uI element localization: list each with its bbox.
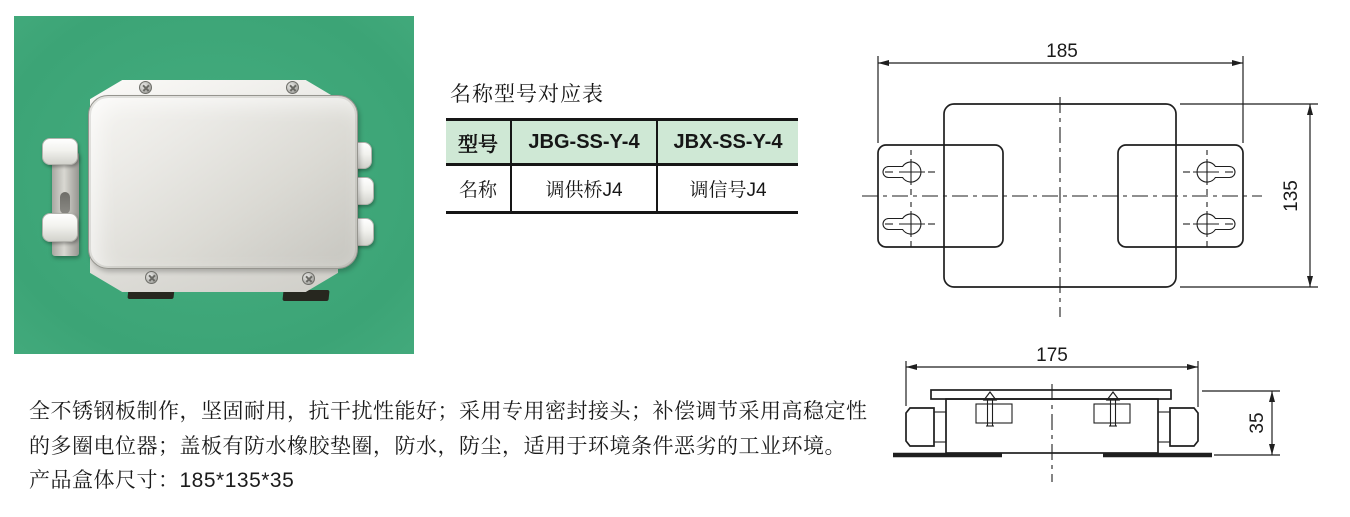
- product-description: [29, 395, 879, 499]
- corner-screw-icon: [139, 81, 152, 94]
- dimension-height-35: [1202, 391, 1280, 455]
- col-header-jbx: JBX-SS-Y-4: [658, 121, 798, 166]
- cable-gland-left-outline: [906, 408, 946, 446]
- cover-plate: [88, 95, 358, 269]
- dimension-label: 35: [1247, 412, 1268, 434]
- side-view-drawing: [845, 330, 1345, 510]
- spec-table-title: 名称型号对应表: [450, 83, 604, 106]
- cable-gland-right-outline: [1158, 408, 1198, 446]
- cable-gland-left-2: [42, 213, 78, 242]
- col-header-model: 型号: [446, 121, 512, 166]
- description-line: 全不锈钢板制作，坚固耐用，抗干扰性能好；采用专用密封接头；补偿调节采用高稳定性: [29, 400, 868, 423]
- corner-screw-icon: [302, 272, 315, 285]
- row-name-label: 名称: [446, 166, 512, 211]
- corner-screw-icon: [286, 81, 299, 94]
- description-line: 产品盒体尺寸：185*135*35: [29, 469, 295, 492]
- terminal-block-outline: [1094, 404, 1130, 423]
- col-header-jbg: JBG-SS-Y-4: [512, 121, 658, 166]
- cable-gland-left-1: [42, 138, 78, 165]
- dimension-label: 135: [1281, 180, 1302, 212]
- dimension-label: 175: [1036, 345, 1068, 366]
- product-photo: [14, 16, 414, 354]
- corner-screw-icon: [145, 271, 158, 284]
- lid-outline: [931, 390, 1171, 399]
- row-name-jbx: 调信号J4: [689, 180, 767, 201]
- terminal-block-outline: [976, 404, 1012, 423]
- dimension-label: 185: [1046, 41, 1078, 62]
- description-line: 的多圈电位器；盖板有防水橡胶垫圈，防水，防尘，适用于环境条件恶劣的工业环境。: [29, 434, 846, 458]
- top-view-drawing: [845, 20, 1345, 330]
- spec-table: [446, 118, 798, 214]
- row-name-jbg: 调供桥J4: [512, 166, 658, 211]
